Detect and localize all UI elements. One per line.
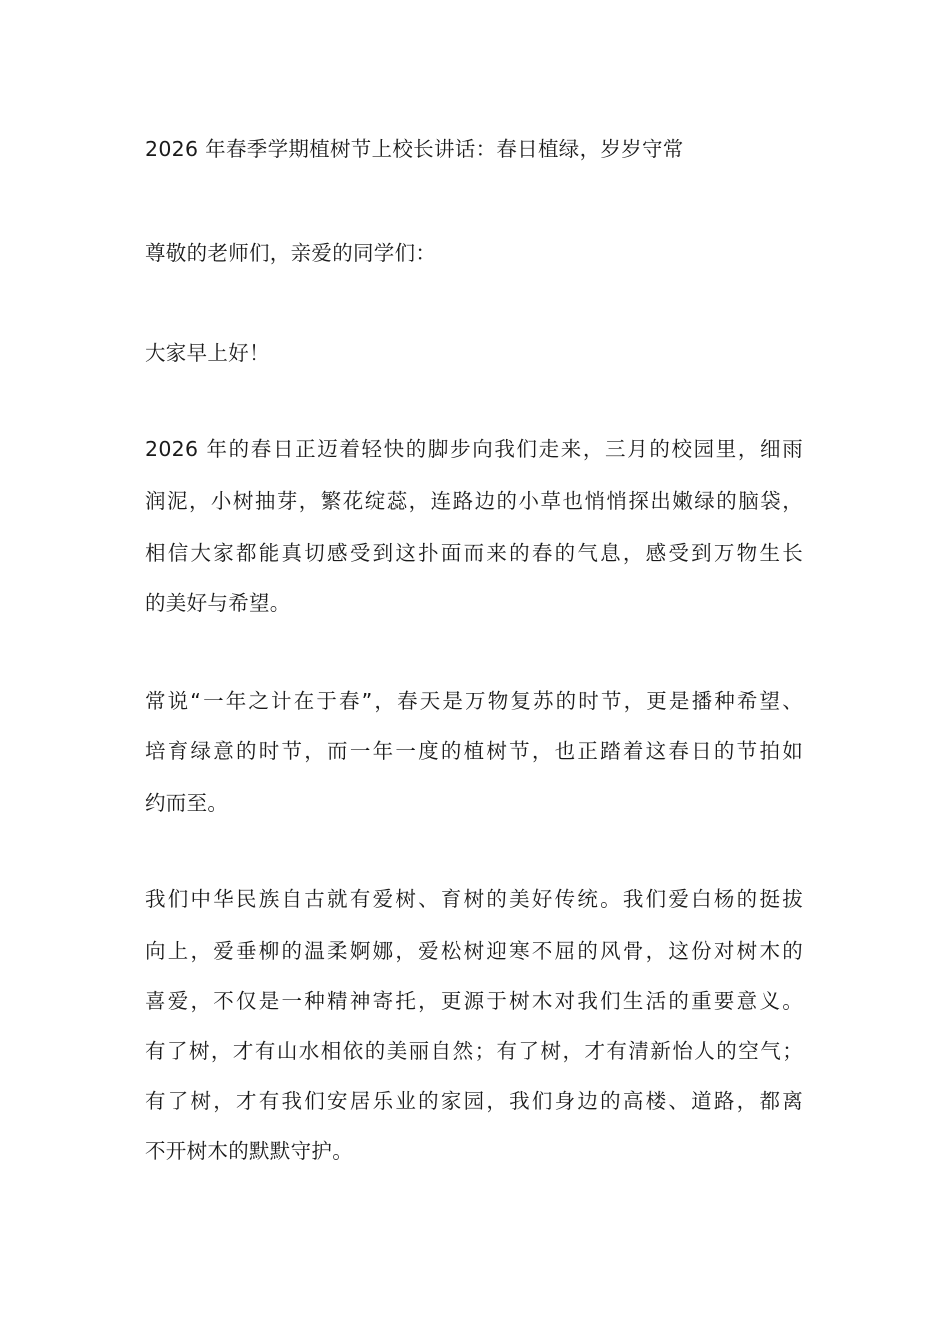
paragraph-3-line-1: 我们中华民族自古就有爱树、育树的美好传统。我们爱白杨的挺拔 bbox=[145, 887, 803, 911]
paragraph-1-line-3: 相信大家都能真切感受到这扑面而来的春的气息，感受到万物生长 bbox=[145, 541, 803, 565]
paragraph-2-line-3: 约而至。 bbox=[145, 791, 229, 815]
paragraph-1-line-2: 润泥，小树抽芽，繁花绽蕊，连路边的小草也悄悄探出嫩绿的脑袋， bbox=[145, 489, 803, 513]
paragraph-3-line-4: 有了树，才有山水相依的美丽自然；有了树，才有清新怡人的空气； bbox=[145, 1039, 803, 1063]
paragraph-1-line-4: 的美好与希望。 bbox=[145, 591, 291, 615]
paragraph-3-line-6: 不开树木的默默守护。 bbox=[145, 1139, 353, 1163]
paragraph-2-line-1: 常说“一年之计在于春”，春天是万物复苏的时节，更是播种希望、 bbox=[145, 689, 803, 713]
paragraph-2-line-2: 培育绿意的时节，而一年一度的植树节，也正踏着这春日的节拍如 bbox=[145, 739, 803, 763]
paragraph-3-line-5: 有了树，才有我们安居乐业的家园，我们身边的高楼、道路，都离 bbox=[145, 1089, 803, 1113]
paragraph-1-line-1: 2026 年的春日正迈着轻快的脚步向我们走来，三月的校园里，细雨 bbox=[145, 437, 803, 461]
paragraph-3-line-2: 向上，爱垂柳的温柔婀娜，爱松树迎寒不屈的风骨，这份对树木的 bbox=[145, 939, 803, 963]
document-title: 2026 年春季学期植树节上校长讲话：春日植绿，岁岁守常 bbox=[145, 137, 684, 161]
paragraph-3-line-3: 喜爱，不仅是一种精神寄托，更源于树木对我们生活的重要意义。 bbox=[145, 989, 803, 1013]
salutation: 尊敬的老师们，亲爱的同学们： bbox=[145, 241, 437, 265]
greeting: 大家早上好！ bbox=[145, 341, 270, 365]
